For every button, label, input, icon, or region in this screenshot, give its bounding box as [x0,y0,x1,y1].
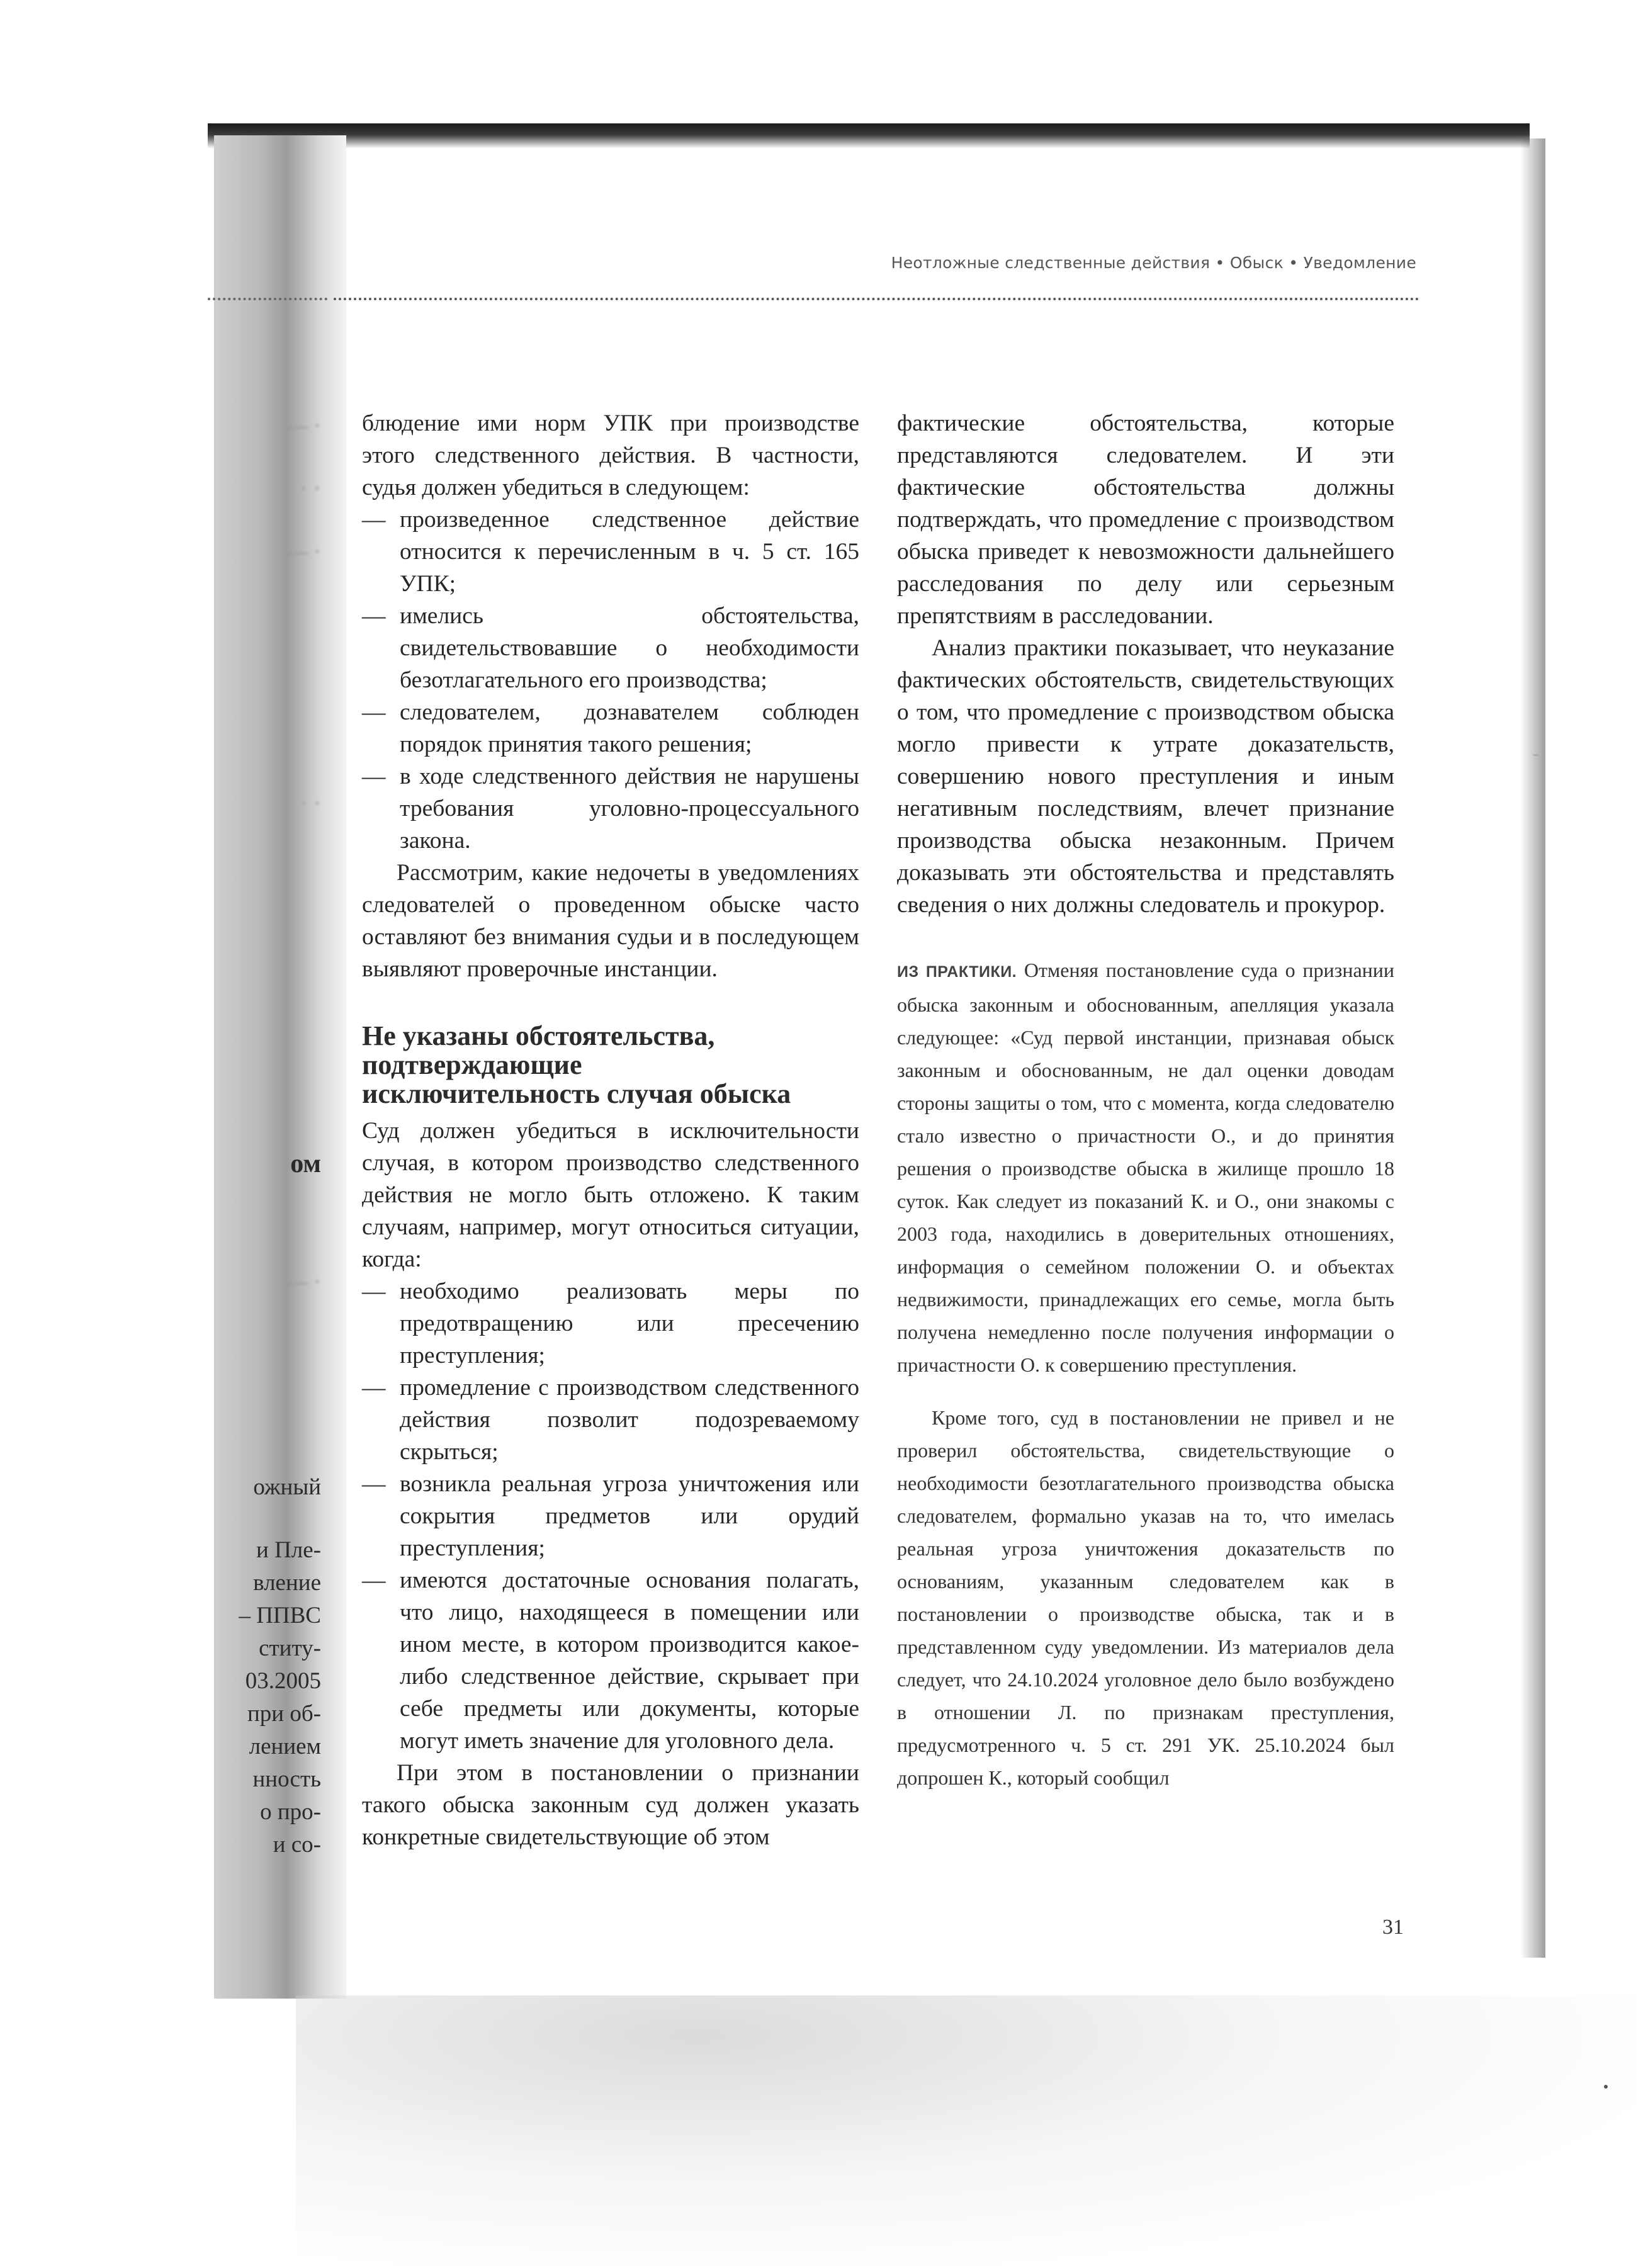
checklist-item: — произведенное следственное действие относится к перечисленным в ч. 5 ст. 165 УПК; [362,504,859,600]
paragraph-court: Суд должен убедиться в исключительности случая, в котором производство следственного действия не могло быть отложено. К таким случаям, например, могут относиться ситуации, когда: [362,1118,859,1272]
previous-page-fragment: лением [249,1734,321,1759]
page-number: 31 [1382,1915,1404,1939]
previous-page-fragment: и Пле- [256,1537,321,1563]
previous-page-fragment: ом [290,1149,321,1178]
previous-page-sliver [208,135,321,1999]
previous-page-fragment: 03.2005 [245,1668,321,1694]
blurred-text-fragment: — · [284,1269,321,1295]
book-page [337,135,1527,1999]
previous-page-head-rule [208,298,327,300]
paragraph-analysis: Анализ практики показывает, что неуказание фактических обстоятельств, свидетельствующих о том, что промедление с производством обыска могло привести к утрате доказательств, совершению нового преступления и иным негативным последствиям, влечет признание производства обыска незаконным. Причем доказывать эти обстоятельства и представлять сведения о них должны следователь и прокурор. [897,635,1394,918]
running-head-dotted-rule [334,298,1419,300]
right-text-column [897,407,1394,1794]
section-heading [362,1022,859,1109]
previous-page-fragment: – ППВС [239,1603,321,1628]
practice-example [897,954,1394,1381]
previous-page-fragment: ститу- [259,1635,321,1661]
paragraph-intro [362,407,859,504]
heading-line: Не указаны обстоятельства, [362,1020,715,1051]
paragraph-review: Рассмотрим, какие недочеты в уведомлениях следователей о проведенном обыске часто оставляют без внимания судьи и в последующем выявляют проверочные инстанции. [362,860,859,982]
situation-item: — необходимо реализовать меры по предотвращению или пресечению преступления; [362,1275,859,1372]
previous-page-fragment: нность [252,1766,321,1792]
previous-page-fragment: о про- [260,1799,321,1825]
blurred-text-fragment: — · [284,413,321,439]
blurred-text-fragment: · · [300,791,321,816]
previous-page-fragment: и со- [273,1832,321,1858]
previous-page-fragment: при об- [247,1701,321,1727]
running-head: Неотложные следственные действия • Обыск • Уведомление [891,254,1416,272]
heading-line: подтверждающие [362,1049,582,1080]
previous-page-fragment: вление [253,1570,321,1596]
previous-page-fragment: ожный [253,1474,321,1500]
paragraph-ruling: При этом в постановлении о признании такого обыска законным суд должен указать конкретные свидетельствующие об этом [362,1760,859,1850]
blurred-text-fragment: — · [284,539,321,565]
intro-line: судья должен убедиться в следующем: [362,475,750,500]
scan-speck [1533,754,1539,756]
situation-item: — имеются достаточные основания полагать, что лицо, находящееся в помещении или ином месте, в котором производится какое-либо следственное действие, скрывает при себе предметы или документы, которые могут иметь значение для уголовного дела. [362,1564,859,1757]
heading-line: исключительность случая обыска [362,1078,791,1109]
intro-line: блюдение ими норм УПК при производстве [362,410,859,436]
checklist-item: — следователем, дознавателем соблюден порядок принятия такого решения; [362,696,859,760]
blurred-text-fragment: · · [300,476,321,502]
checklist [362,504,859,857]
paragraph-continuation: фактические обстоятельства, которые представляются следователем. И эти фактические обстоятельства должны подтверждать, что промедление с производством обыска приведет к невозможности дальнейшего расследования по делу или серьезным препятствиям в расследовании. [897,410,1394,629]
checklist-item: — в ходе следственного действия не нарушены требования уголовно-процессуального закона. [362,760,859,857]
scanner-bottom-shadow [296,1995,1637,2266]
left-text-column [362,407,859,1853]
practice-text-continued: Кроме того, суд в постановлении не привел и не проверил обстоятельства, свидетельствующие о необходимости безотлагательного производства обыска следователем, формально указав на то, что имелась реальная угроза уничтожения доказательств по основаниям, указанным следователем как в постановлении о производстве обыска, так и в представленном суду уведомлении. Из материалов дела следует, что 24.10.2024 уголовное дело было возбуждено в отношении Л. по признакам преступления, предусмотренного ч. 5 ст. 291 УК. 25.10.2024 был допрошен К., который сообщил [897,1406,1394,1789]
situations-list [362,1275,859,1757]
practice-label: ИЗ ПРАКТИКИ. [897,963,1017,981]
practice-text: Отменяя постановление суда о признании обыска законным и обоснованным, апелляция указала следующее: «Суд первой инстанции, признавая обыск законным и обоснованным, не дал оценки доводам стороны защиты о том, что с момента, когда следователю стало известно о причастности О., и до принятия решения о производстве обыска в жилище прошло 18 суток. Как следует из показаний К. и О., они знакомы с 2003 года, находились в доверительных отношениях, информация о семейном положении О. и объектах недвижимости, принадлежащих его семье, могла быть получена немедленно после получения информации о причастности О. к совершению преступления. [897,959,1395,1376]
intro-line: этого следственного действия. В частности, [362,443,859,468]
situation-item: — промедление с производством следственного действия позволит подозреваемому скрыться; [362,1372,859,1468]
situation-item: — возникла реальная угроза уничтожения или сокрытия предметов или орудий преступления; [362,1468,859,1564]
checklist-item: — имелись обстоятельства, свидетельствовавшие о необходимости безотлагательного его производства; [362,600,859,696]
scan-speck [1604,2085,1608,2089]
